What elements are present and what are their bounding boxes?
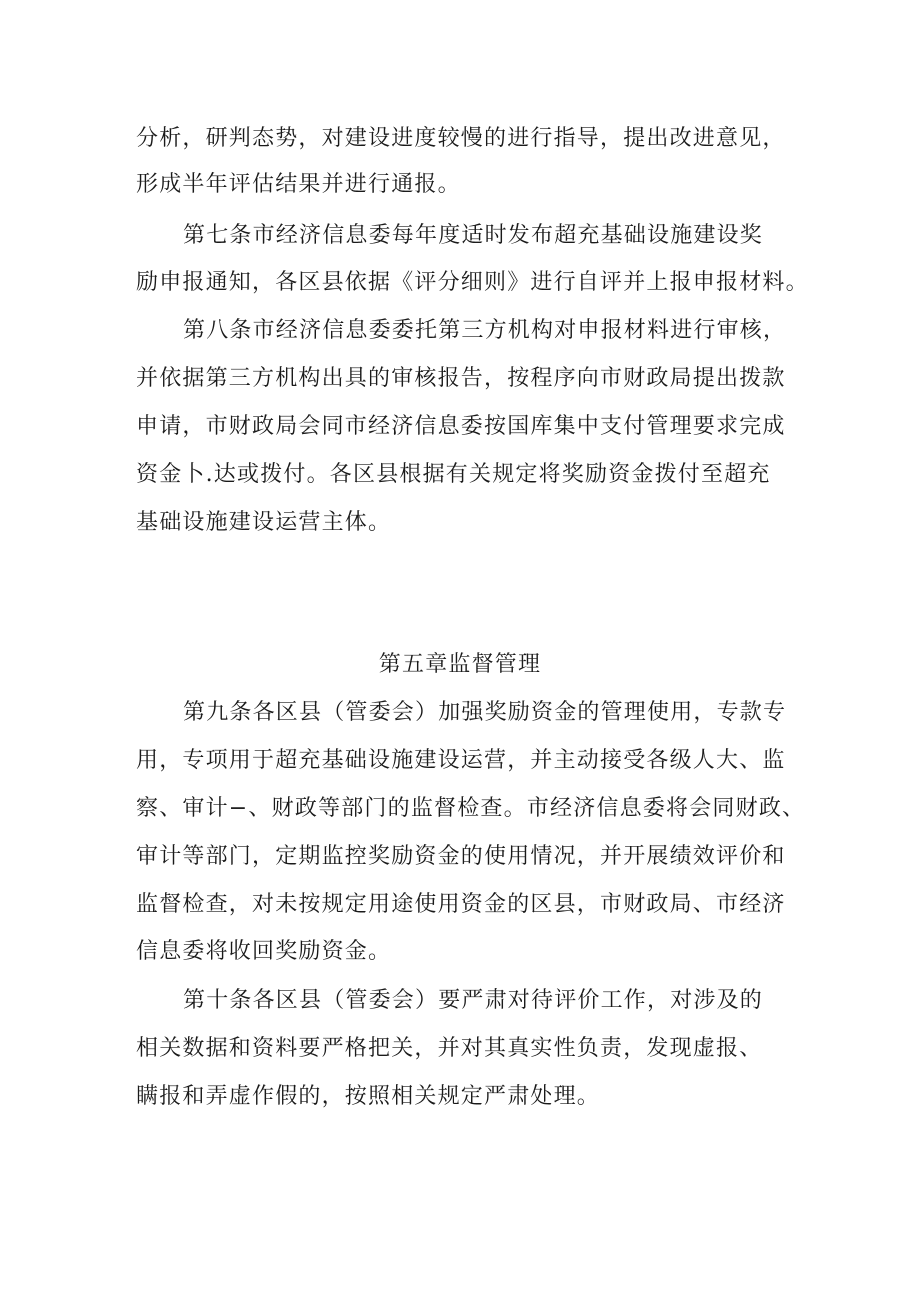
- article-7-line: 第七条市经济信息委每年度适时发布超充基础设施建设奖: [183, 223, 764, 248]
- article-10-line: 相关数据和资料要严格把关，并对其真实性负责，发现虚报、: [136, 1036, 763, 1061]
- article-10-line: 瞒报和弄虚作假的，按照相关规定严肃处理。: [136, 1084, 601, 1109]
- article-9-line: 用，专项用于超充基础设施建设运营，并主动接受各级人大、监: [136, 748, 786, 773]
- article-8-line: 并依据第三方机构出具的审核报告，按程序向市财政局提出拨款: [136, 366, 786, 391]
- article-8-line: 第八条市经济信息委委托第三方机构对申报材料进行审核，: [183, 318, 787, 343]
- article-8-line: 基础设施建设运营主体。: [136, 510, 392, 535]
- paragraph-line: 分析，研判态势，对建设进度较慢的进行指导，提出改进意见，: [136, 126, 786, 151]
- paragraph-line: 形成半年评估结果并进行通报。: [136, 172, 461, 197]
- article-9-line: 信息委将收回奖励资金。: [136, 939, 392, 964]
- article-9-line: 察、审计−、财政等部门的监督检查。市经济信息委将会同财政、: [136, 796, 806, 821]
- article-7-line: 励申报通知，各区县依据《评分细则》进行自评并上报申报材料。: [136, 270, 809, 295]
- article-9-line: 审计等部门，定期监控奖励资金的使用情况，并开展绩效评价和: [136, 844, 786, 869]
- article-8-line: 申请，市财政局会同市经济信息委按国库集中支付管理要求完成: [136, 414, 786, 439]
- article-9-line: 第九条各区县（管委会）加强奖励资金的管理使用，专款专: [183, 700, 787, 725]
- chapter-title: 第五章监督管理: [378, 652, 542, 677]
- article-8-line: 资金卜.达或拨付。各区县根据有关规定将奖励资金拨付至超充: [136, 462, 771, 487]
- article-9-line: 监督检查，对未按规定用途使用资金的区县，市财政局、市经济: [136, 892, 786, 917]
- article-10-line: 第十条各区县（管委会）要严肃对待评价工作，对涉及的: [183, 988, 764, 1013]
